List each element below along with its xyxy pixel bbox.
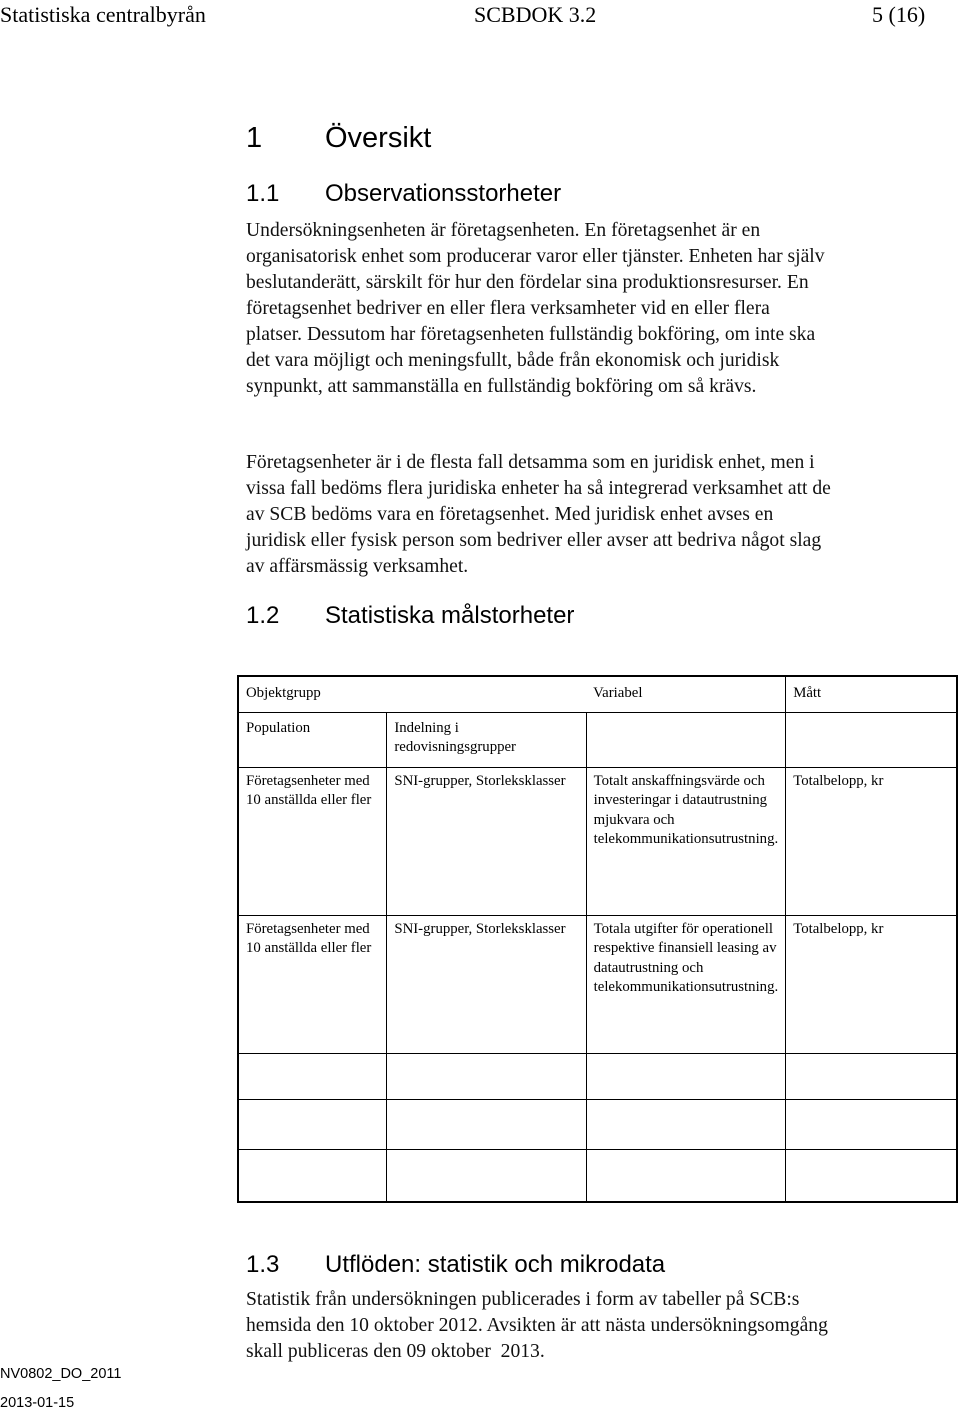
subheader-indelning: Indelning i redovisningsgrupper — [387, 712, 586, 767]
paragraph-line: vissa fall bedöms flera juridiska enheter ha så integrerad verksamhet att de — [246, 478, 831, 499]
table-cell — [586, 1149, 786, 1202]
header-variabel: Variabel — [586, 676, 786, 712]
cell-population: Företagsenheter med 10 anställda eller fler — [238, 915, 387, 1053]
cell-indelning: SNI-grupper, Storleksklasser — [387, 767, 586, 915]
page-header — [0, 0, 960, 34]
header-document-id: SCBDOK 3.2 — [474, 2, 597, 27]
paragraph-line: Statistik från undersökningen publicerades i form av tabeller på SCB:s — [246, 1289, 800, 1310]
section-1-3-paragraph — [246, 1287, 951, 1365]
section-1-1-title: Observationsstorheter — [325, 180, 562, 207]
table-cell — [786, 1099, 957, 1149]
paragraph-line: platser. Dessutom har företagsenheten fullständig bokföring, om inte ska — [246, 324, 816, 345]
table-cell — [786, 1149, 957, 1202]
header-page-number: 5 (16) — [872, 2, 926, 27]
table-cell — [786, 1053, 957, 1099]
header-objektgrupp: Objektgrupp — [238, 676, 586, 712]
table-cell — [238, 1099, 387, 1149]
table-cell — [238, 1149, 387, 1202]
section-1-title: Översikt — [325, 122, 432, 154]
table-row-empty — [238, 1149, 957, 1202]
section-1-1-heading — [246, 180, 561, 208]
paragraph-line: organisatorisk enhet som producerar varor eller tjänster. Enheten har själv — [246, 246, 825, 267]
table-row — [238, 767, 957, 915]
table-cell — [387, 1099, 586, 1149]
cell-variabel: Totala utgifter för operationell respektive finansiell leasing av datautrustning och telekommunikationsutrustning. — [586, 915, 786, 1053]
footer-document-code: NV0802_DO_2011 — [0, 1366, 122, 1382]
paragraph-line: av affärsmässig verksamhet. — [246, 556, 469, 577]
paragraph-line: Undersökningsenheten är företagsenheten. En företagsenhet är en — [246, 220, 761, 241]
table-row-empty — [238, 1099, 957, 1149]
cell-variabel: Totalt anskaffningsvärde och investeringar i datautrustning mjukvara och telekommunikationsutrustning. — [586, 767, 786, 915]
section-1-heading — [246, 122, 431, 155]
paragraph-line: Företagsenheter är i de flesta fall detsamma som en juridisk enhet, men i — [246, 452, 815, 473]
table-header-row — [238, 676, 957, 712]
header-matt: Mått — [786, 676, 957, 712]
section-1-1-paragraph-1 — [246, 218, 951, 400]
paragraph-line: hemsida den 10 oktober 2012. Avsikten är att nästa undersökningsomgång — [246, 1315, 828, 1336]
cell-population: Företagsenheter med 10 anställda eller fler — [238, 767, 387, 915]
paragraph-line: juridisk eller fysisk person som bedriver eller avser att bedriva något slag — [246, 530, 822, 551]
paragraph-line: synpunkt, att sammanställa en fullständig bokföring om så krävs. — [246, 376, 757, 397]
subheader-population: Population — [238, 712, 387, 767]
table-row — [238, 915, 957, 1053]
section-1-3-heading — [246, 1251, 665, 1279]
table-cell — [786, 712, 957, 767]
table-cell — [387, 1053, 586, 1099]
table-cell — [586, 1053, 786, 1099]
paragraph-line: det vara möjligt och meningsfullt, både från ekonomisk och juridisk — [246, 350, 780, 371]
paragraph-line: skall publiceras den 09 oktober 2013. — [246, 1341, 545, 1362]
section-1-3-title: Utflöden: statistik och mikrodata — [325, 1251, 666, 1278]
table-cell — [238, 1053, 387, 1099]
paragraph-line: beslutanderätt, särskilt för hur den fördelar sina produktionsresurser. En — [246, 272, 809, 293]
cell-indelning: SNI-grupper, Storleksklasser — [387, 915, 586, 1053]
table-cell — [387, 1149, 586, 1202]
section-1-number: 1 — [246, 122, 263, 154]
paragraph-line: av SCB bedöms vara en företagsenhet. Med juridisk enhet avses en — [246, 504, 774, 525]
footer-date: 2013-01-15 — [0, 1395, 75, 1411]
section-1-1-paragraph-2 — [246, 450, 951, 580]
section-1-2-heading — [246, 602, 574, 630]
section-1-2-number: 1.2 — [246, 602, 280, 629]
target-quantities-table — [237, 675, 958, 1203]
table-cell — [586, 712, 786, 767]
table-cell — [586, 1099, 786, 1149]
cell-matt: Totalbelopp, kr — [786, 915, 957, 1053]
section-1-3-number: 1.3 — [246, 1251, 280, 1278]
section-1-1-number: 1.1 — [246, 180, 280, 207]
table-row-empty — [238, 1053, 957, 1099]
paragraph-line: företagsenhet bedriver en eller flera verksamheter vid en eller flera — [246, 298, 770, 319]
header-organization: Statistiska centralbyrån — [0, 2, 206, 27]
section-1-2-title: Statistiska målstorheter — [325, 602, 575, 629]
table-subheader-row — [238, 712, 957, 767]
cell-matt: Totalbelopp, kr — [786, 767, 957, 915]
